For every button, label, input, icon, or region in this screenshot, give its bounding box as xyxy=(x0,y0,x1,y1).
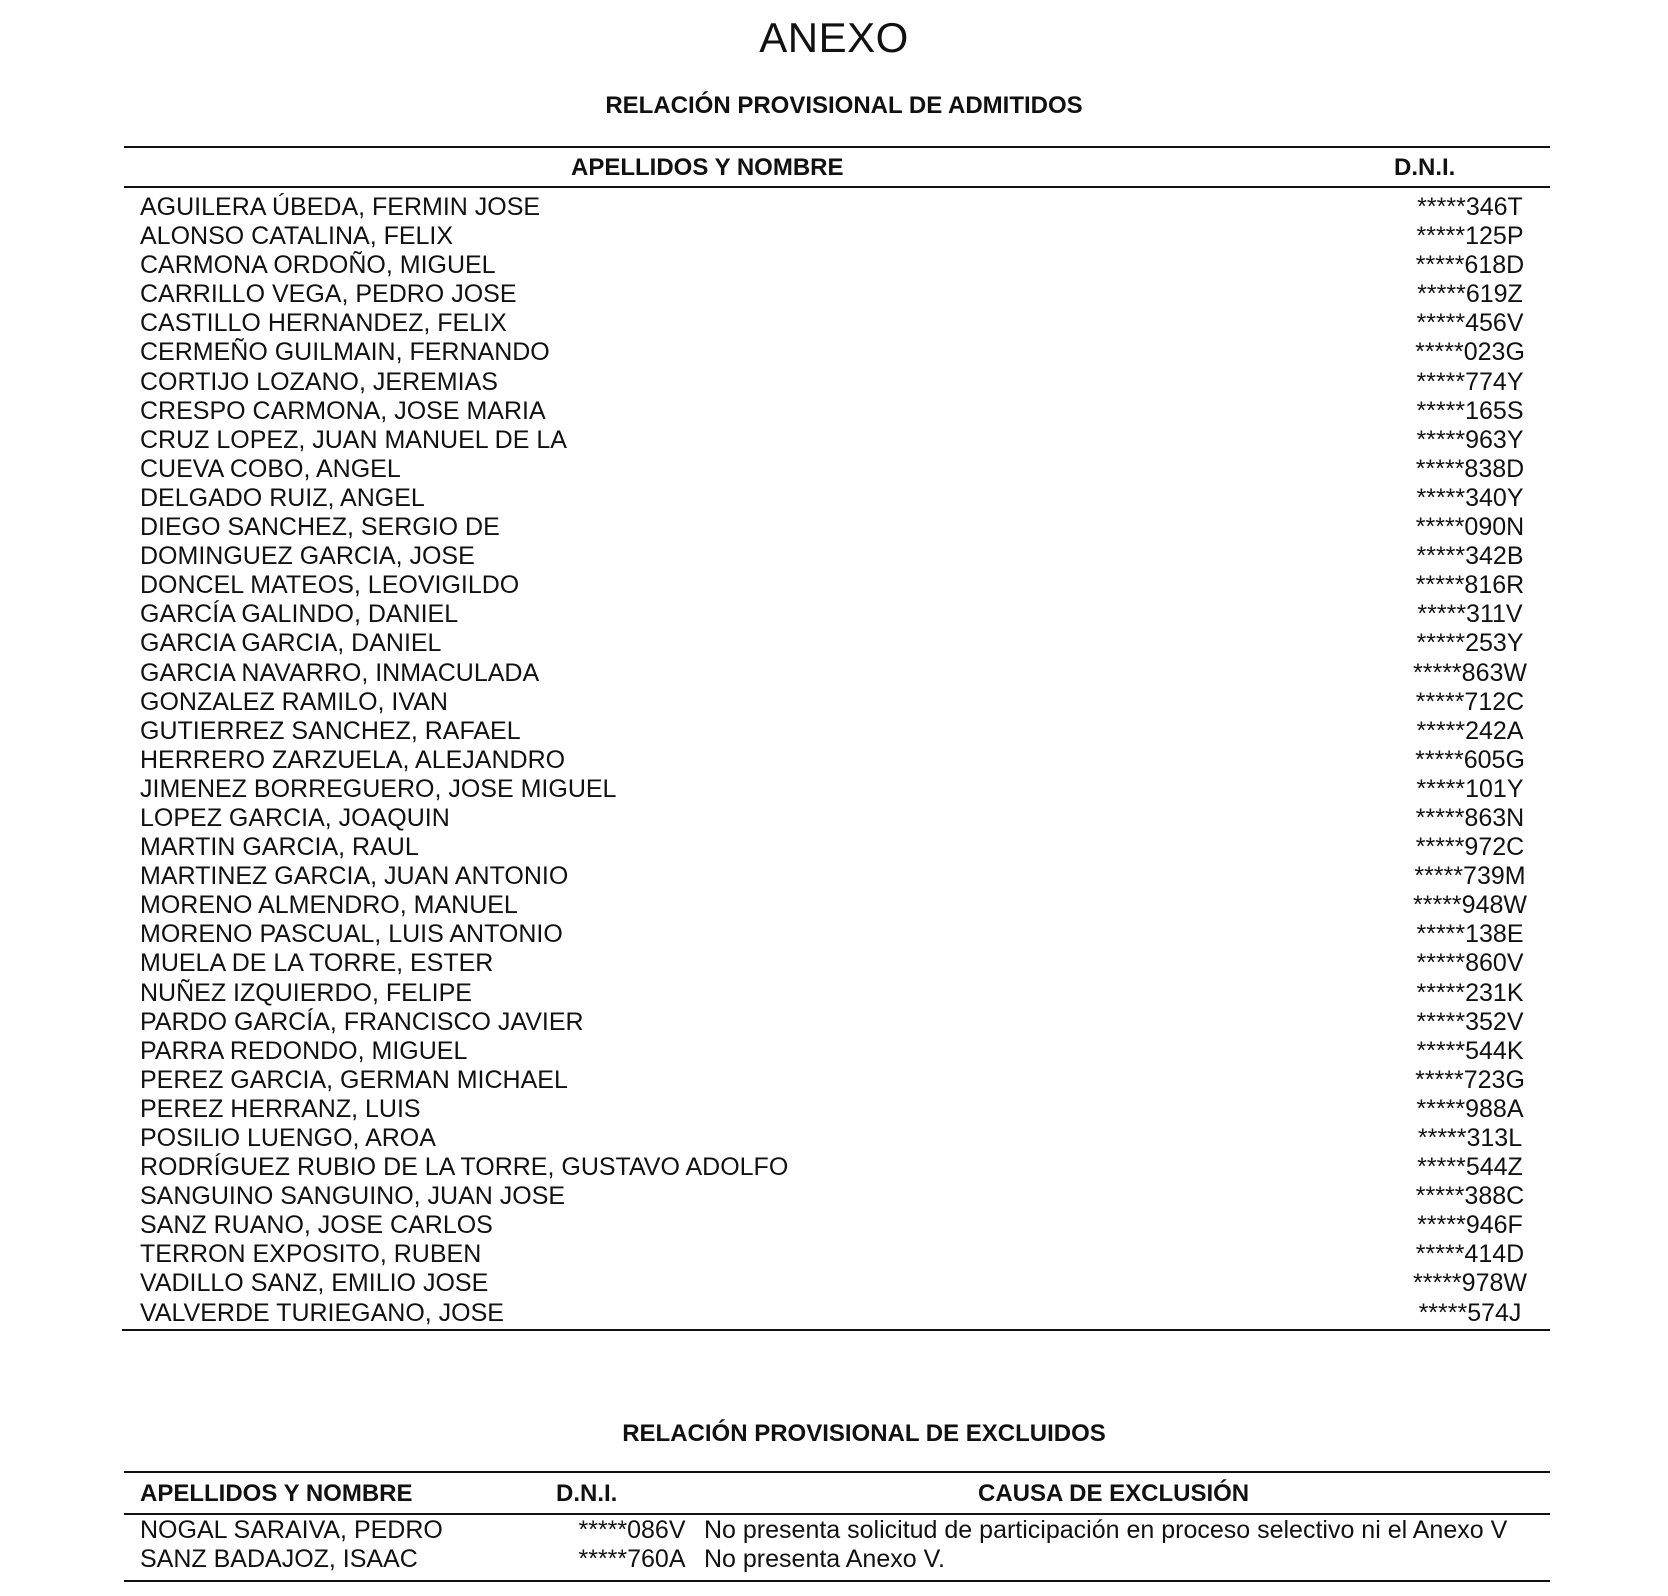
admitted-name: DIEGO SANCHEZ, SERGIO DE xyxy=(140,513,500,542)
admitted-name: VALVERDE TURIEGANO, JOSE xyxy=(140,1298,504,1327)
table-row xyxy=(140,280,1523,309)
admitted-dni: *****165S xyxy=(1416,396,1524,425)
admitted-name: MUELA DE LA TORRE, ESTER xyxy=(140,949,494,978)
admitted-name: PARRA REDONDO, MIGUEL xyxy=(140,1036,468,1065)
admitted-name: PEREZ HERRANZ, LUIS xyxy=(140,1094,421,1123)
excluded-header-rule xyxy=(124,1513,1550,1515)
excluded-name: SANZ BADAJOZ, ISAAC xyxy=(140,1545,418,1573)
table-row xyxy=(140,862,1526,891)
admitted-name: MORENO ALMENDRO, MANUEL xyxy=(140,891,518,920)
table-row xyxy=(140,891,1527,920)
admitted-dni: *****619Z xyxy=(1417,280,1523,309)
admitted-dni: *****253Y xyxy=(1416,629,1524,658)
table-row xyxy=(140,571,1525,600)
table-row xyxy=(140,949,1524,978)
admitted-dni: *****231K xyxy=(1416,978,1524,1007)
table-row xyxy=(140,483,1524,513)
admitted-dni: *****352V xyxy=(1416,1007,1524,1036)
admitted-dni: *****313L xyxy=(1417,1124,1523,1152)
excluded-dni: *****086V xyxy=(578,1516,686,1544)
admitted-dni: *****712C xyxy=(1415,687,1525,716)
admitted-dni: *****978W xyxy=(1413,1269,1527,1298)
admitted-name: PARDO GARCÍA, FRANCISCO JAVIER xyxy=(140,1007,584,1036)
table-row xyxy=(140,251,1525,280)
excluded-table-body xyxy=(140,1516,1560,1574)
admitted-dni: *****342B xyxy=(1416,542,1524,571)
admitted-col-dni-header: D.N.I. xyxy=(1394,154,1456,181)
table-row xyxy=(140,687,1525,717)
admitted-name: VADILLO SANZ, EMILIO JOSE xyxy=(140,1269,489,1298)
admitted-name: JIMENEZ BORREGUERO, JOSE MIGUEL xyxy=(140,774,617,803)
table-row xyxy=(140,745,1525,775)
excluded-cause: No presenta Anexo V. xyxy=(704,1545,945,1573)
admitted-name: AGUILERA ÚBEDA, FERMIN JOSE xyxy=(140,193,541,221)
table-row xyxy=(140,542,1524,571)
admitted-dni: *****544Z xyxy=(1417,1153,1523,1182)
admitted-dni: *****618D xyxy=(1415,251,1525,280)
admitted-dni: *****574J xyxy=(1418,1298,1522,1327)
table-row xyxy=(140,1298,1522,1328)
table-row xyxy=(140,1153,1523,1182)
table-row xyxy=(140,193,1523,222)
admitted-name: DELGADO RUIZ, ANGEL xyxy=(140,483,425,512)
admitted-dni: *****388C xyxy=(1415,1182,1525,1211)
page-title: ANEXO xyxy=(759,14,909,61)
admitted-dni: *****138E xyxy=(1416,920,1524,949)
admitted-name: LOPEZ GARCIA, JOAQUIN xyxy=(140,803,450,832)
table-row xyxy=(140,833,1525,862)
admitted-dni: *****125P xyxy=(1416,222,1524,251)
table-row xyxy=(140,716,1524,746)
admitted-name: SANGUINO SANGUINO, JUAN JOSE xyxy=(140,1182,566,1211)
admitted-dni: *****311V xyxy=(1417,600,1523,629)
admitted-name: POSILIO LUENGO, AROA xyxy=(140,1124,436,1152)
admitted-name: NUÑEZ IZQUIERDO, FELIPE xyxy=(140,978,472,1007)
excluded-dni: *****760A xyxy=(578,1545,686,1573)
admitted-dni: *****863N xyxy=(1415,803,1525,832)
admitted-dni: *****774Y xyxy=(1416,367,1524,396)
table-row xyxy=(140,1036,1524,1066)
admitted-name: SANZ RUANO, JOSE CARLOS xyxy=(140,1211,493,1240)
admitted-dni: *****863W xyxy=(1413,658,1527,687)
admitted-name: GARCIA NAVARRO, INMACULADA xyxy=(140,658,540,687)
admitted-name: CUEVA COBO, ANGEL xyxy=(140,454,401,483)
admitted-name: GONZALEZ RAMILO, IVAN xyxy=(140,687,448,716)
excluded-col-name-header: APELLIDOS Y NOMBRE xyxy=(140,1480,413,1507)
admitted-dni: *****838D xyxy=(1415,454,1525,483)
table-row xyxy=(140,1182,1525,1211)
admitted-name: CARMONA ORDOÑO, MIGUEL xyxy=(140,251,496,280)
admitted-name: HERRERO ZARZUELA, ALEJANDRO xyxy=(140,745,566,774)
admitted-dni: *****340Y xyxy=(1416,483,1524,512)
admitted-name: CASTILLO HERNANDEZ, FELIX xyxy=(140,309,507,338)
admitted-name: GARCÍA GALINDO, DANIEL xyxy=(140,600,459,629)
admitted-dni: *****948W xyxy=(1413,891,1527,920)
table-row xyxy=(140,658,1527,688)
admitted-name: MORENO PASCUAL, LUIS ANTONIO xyxy=(140,920,563,949)
admitted-dni: *****346T xyxy=(1417,193,1523,221)
excluded-bottom-rule xyxy=(124,1580,1550,1582)
admitted-name: GUTIERREZ SANCHEZ, RAFAEL xyxy=(140,716,521,745)
excluded-name: NOGAL SARAIVA, PEDRO xyxy=(140,1516,443,1544)
table-row xyxy=(140,1124,1523,1153)
table-row xyxy=(140,1240,1525,1269)
table-row xyxy=(140,425,1524,455)
admitted-dni: *****988A xyxy=(1416,1094,1524,1123)
admitted-dni: *****972C xyxy=(1415,833,1525,862)
table-row xyxy=(140,1545,1560,1574)
table-row xyxy=(140,1211,1523,1240)
table-row xyxy=(140,309,1524,338)
table-row xyxy=(140,1065,1525,1095)
admitted-table-body xyxy=(140,193,1527,1328)
excluded-cause: No presenta solicitud de participación en proceso selectivo ni el Anexo V xyxy=(704,1516,1508,1544)
table-row xyxy=(140,774,1524,804)
admitted-dni: *****816R xyxy=(1415,571,1525,600)
excluded-col-cause-header: CAUSA DE EXCLUSIÓN xyxy=(978,1480,1250,1507)
admitted-dni: *****723G xyxy=(1415,1065,1525,1094)
admitted-name: PEREZ GARCIA, GERMAN MICHAEL xyxy=(140,1065,568,1094)
admitted-heading: RELACIÓN PROVISIONAL DE ADMITIDOS xyxy=(605,92,1083,119)
table-row xyxy=(140,338,1525,367)
table-row xyxy=(140,978,1524,1008)
admitted-dni: *****090N xyxy=(1415,513,1525,542)
excluded-heading: RELACIÓN PROVISIONAL DE EXCLUIDOS xyxy=(622,1420,1106,1447)
admitted-name: ALONSO CATALINA, FELIX xyxy=(140,222,454,251)
table-row xyxy=(140,920,1524,949)
admitted-name: CARRILLO VEGA, PEDRO JOSE xyxy=(140,280,517,309)
admitted-bottom-rule xyxy=(122,1329,1550,1331)
admitted-name: TERRON EXPOSITO, RUBEN xyxy=(140,1240,482,1269)
admitted-top-rule xyxy=(124,146,1550,148)
admitted-dni: *****242A xyxy=(1416,716,1524,745)
admitted-dni: *****946F xyxy=(1417,1211,1523,1240)
admitted-name: MARTIN GARCIA, RAUL xyxy=(140,833,419,862)
admitted-name: CRESPO CARMONA, JOSE MARIA xyxy=(140,396,546,425)
table-row xyxy=(140,1269,1527,1298)
admitted-name: CORTIJO LOZANO, JEREMIAS xyxy=(140,367,498,396)
excluded-col-dni-header: D.N.I. xyxy=(556,1480,618,1507)
admitted-name: GARCIA GARCIA, DANIEL xyxy=(140,629,442,658)
table-row xyxy=(140,1007,1524,1037)
admitted-name: RODRÍGUEZ RUBIO DE LA TORRE, GUSTAVO ADOLFO xyxy=(140,1153,789,1182)
table-row xyxy=(140,629,1524,658)
admitted-col-name-header: APELLIDOS Y NOMBRE xyxy=(571,154,844,181)
table-row xyxy=(140,222,1524,251)
admitted-dni: *****963Y xyxy=(1416,425,1524,454)
admitted-header-rule xyxy=(124,186,1550,188)
admitted-dni: *****860V xyxy=(1416,949,1524,978)
admitted-dni: *****101Y xyxy=(1416,774,1524,803)
admitted-name: CERMEÑO GUILMAIN, FERNANDO xyxy=(140,338,550,367)
admitted-name: DOMINGUEZ GARCIA, JOSE xyxy=(140,542,475,571)
table-row xyxy=(140,454,1525,484)
table-row xyxy=(140,367,1524,397)
admitted-dni: *****456V xyxy=(1416,309,1524,338)
admitted-name: MARTINEZ GARCIA, JUAN ANTONIO xyxy=(140,862,569,891)
admitted-dni: *****739M xyxy=(1414,862,1526,891)
admitted-dni: *****544K xyxy=(1416,1036,1524,1065)
admitted-dni: *****023G xyxy=(1415,338,1525,367)
excluded-top-rule xyxy=(124,1471,1550,1473)
table-row xyxy=(140,396,1524,426)
table-row xyxy=(140,1516,1560,1545)
admitted-dni: *****605G xyxy=(1415,745,1525,774)
admitted-name: DONCEL MATEOS, LEOVIGILDO xyxy=(140,571,520,600)
table-row xyxy=(140,1094,1524,1124)
table-row xyxy=(140,803,1525,833)
table-row xyxy=(140,600,1523,629)
admitted-name: CRUZ LOPEZ, JUAN MANUEL DE LA xyxy=(140,425,567,454)
table-row xyxy=(140,513,1525,542)
admitted-dni: *****414D xyxy=(1415,1240,1525,1269)
